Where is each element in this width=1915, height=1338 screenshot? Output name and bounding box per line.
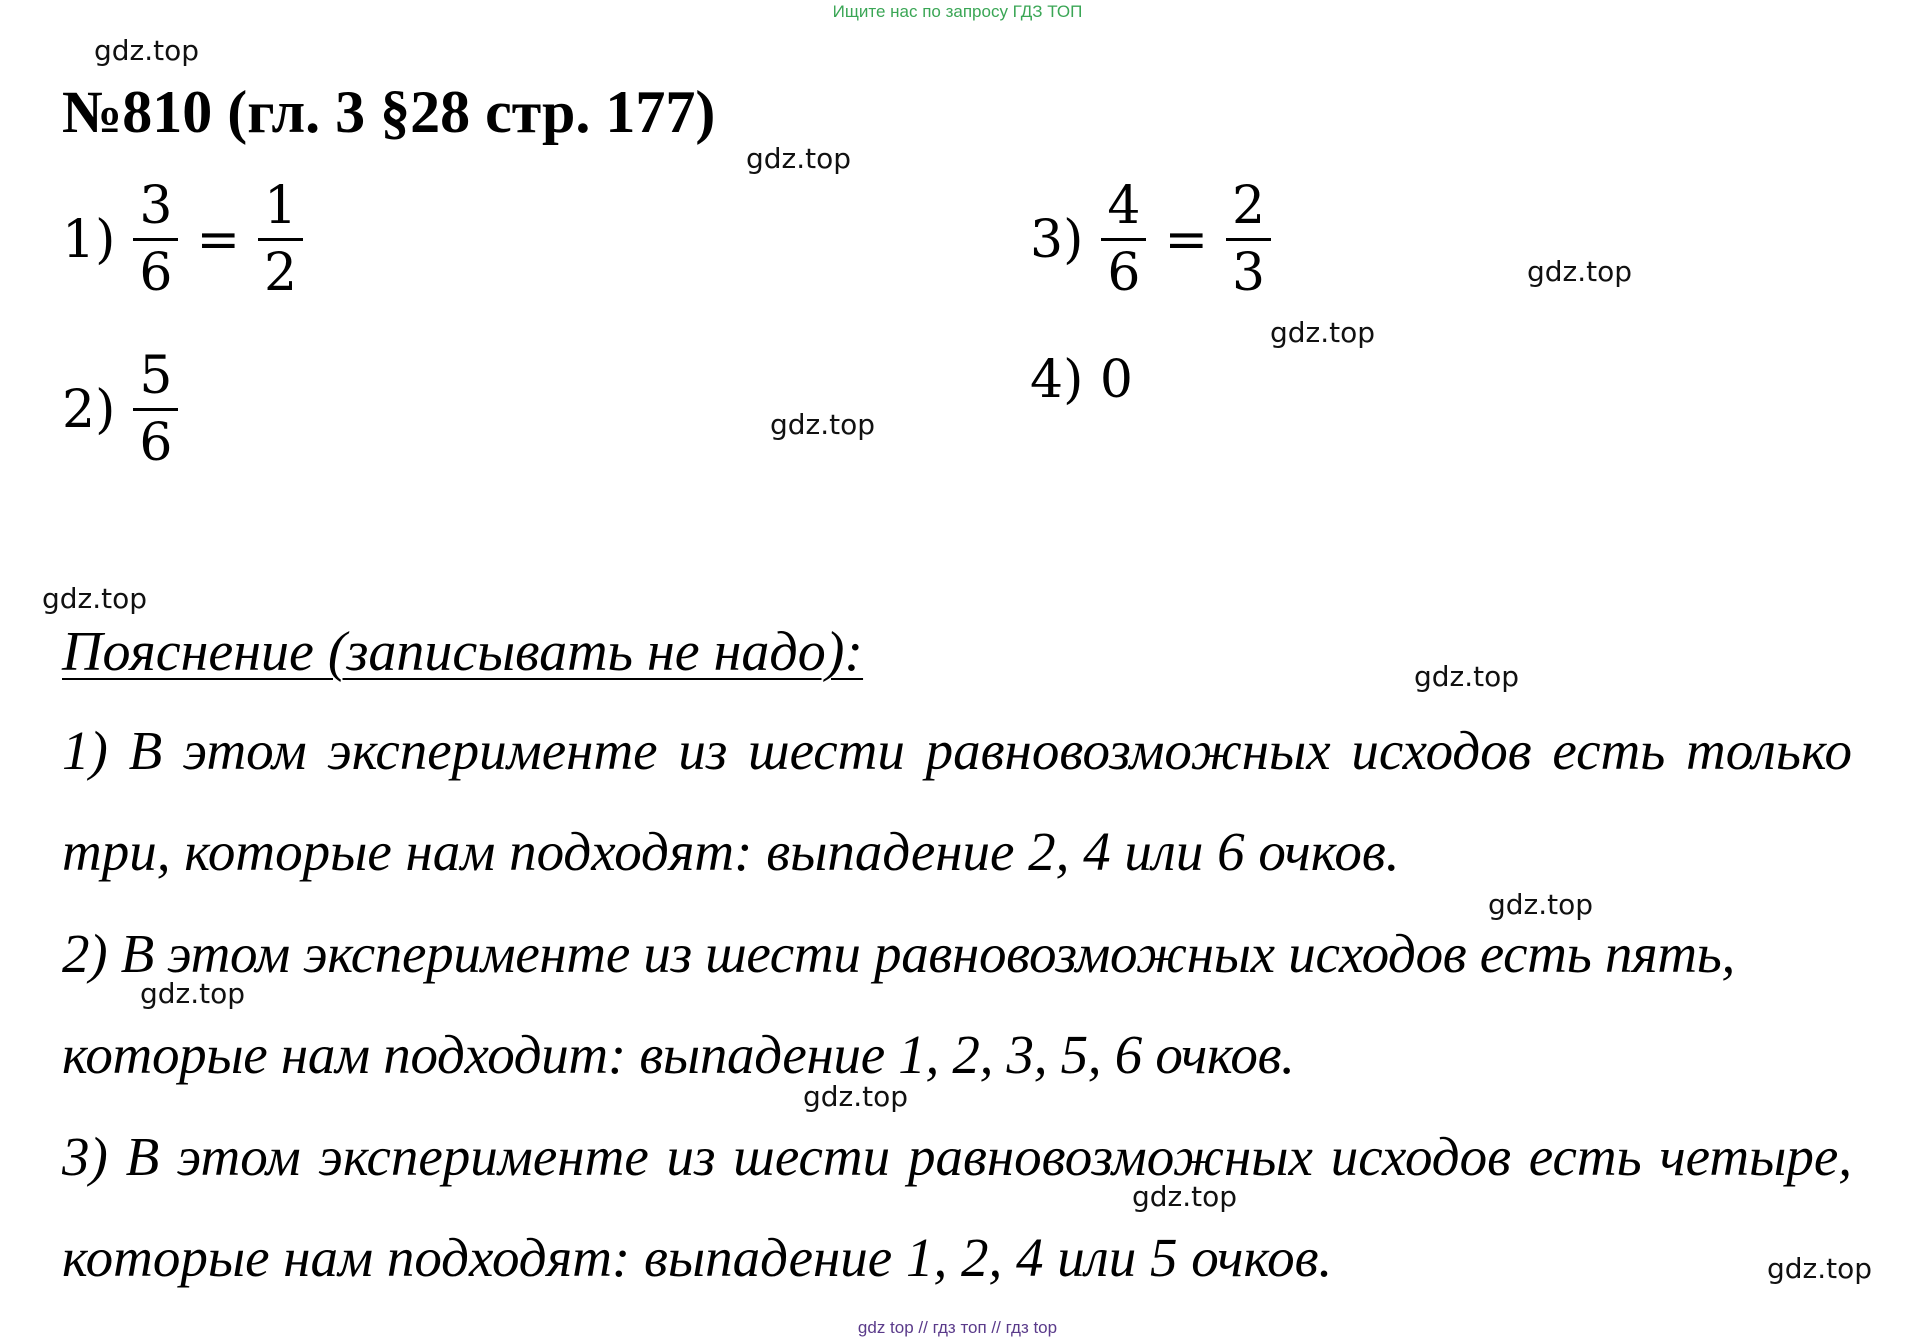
answer-4 [1030,350,1133,410]
explanation-paragraph-2: 2) В этом эксперименте из шести равновозможных исходов есть пять, которые нам подходит: выпадение 1, 2, 3, 5, 6 очков. [62,923,1735,1085]
watermark: gdz.top [1527,255,1633,288]
answer-2-fraction [133,346,178,473]
equals-sign: = [196,209,241,270]
watermark: gdz.top [1767,1252,1873,1285]
footer-links[interactable]: gdz top // гдз топ // гдз top [857,1318,1058,1337]
denominator: 2 [264,243,298,303]
denominator: 3 [1232,243,1266,303]
top-banner[interactable]: Ищите нас по запросу ГДЗ ТОП [832,2,1083,21]
explanation-paragraph-3: 3) В этом эксперименте из шести равновозможных исходов есть четыре, которые нам подходят: выпадение 1, 2, 4 или 5 очков. [62,1126,1852,1288]
explanation-paragraph-1: 1) В этом эксперименте из шести равновозможных исходов есть только три, которые нам подходят: выпадение 2, 4 или 6 очков. [62,720,1852,882]
answer-3 [1030,176,1279,303]
answer-1 [62,176,311,303]
denominator: 6 [139,413,173,473]
answer-1-fraction-left [133,176,178,303]
watermark: gdz.top [770,408,876,441]
numerator: 5 [139,346,173,406]
watermark: gdz.top [1132,1180,1238,1213]
watermark: gdz.top [1414,660,1520,693]
watermark: gdz.top [140,977,246,1010]
watermark: gdz.top [803,1080,909,1113]
answer-3-label: 3) [1030,209,1084,270]
watermark: gdz.top [94,34,200,67]
answer-4-text: 4) 0 [1030,350,1133,410]
answer-2-label: 2) [62,379,116,440]
watermark: gdz.top [746,142,852,175]
numerator: 4 [1107,176,1141,236]
equals-sign: = [1164,209,1209,270]
watermark: gdz.top [42,582,148,615]
answer-3-fraction-left [1101,176,1146,303]
answer-1-label: 1) [62,209,116,270]
denominator: 6 [1107,243,1141,303]
watermark: gdz.top [1488,888,1594,921]
watermark: gdz.top [1270,316,1376,349]
numerator: 1 [264,176,298,236]
numerator: 3 [139,176,173,236]
answer-3-fraction-right [1226,176,1271,303]
answer-1-fraction-right [258,176,303,303]
page-title: №810 (гл. 3 §28 стр. 177) [62,79,716,145]
answer-2 [62,346,186,473]
explanation-heading: Пояснение (записывать не надо): [62,621,864,683]
denominator: 6 [139,243,173,303]
numerator: 2 [1232,176,1266,236]
